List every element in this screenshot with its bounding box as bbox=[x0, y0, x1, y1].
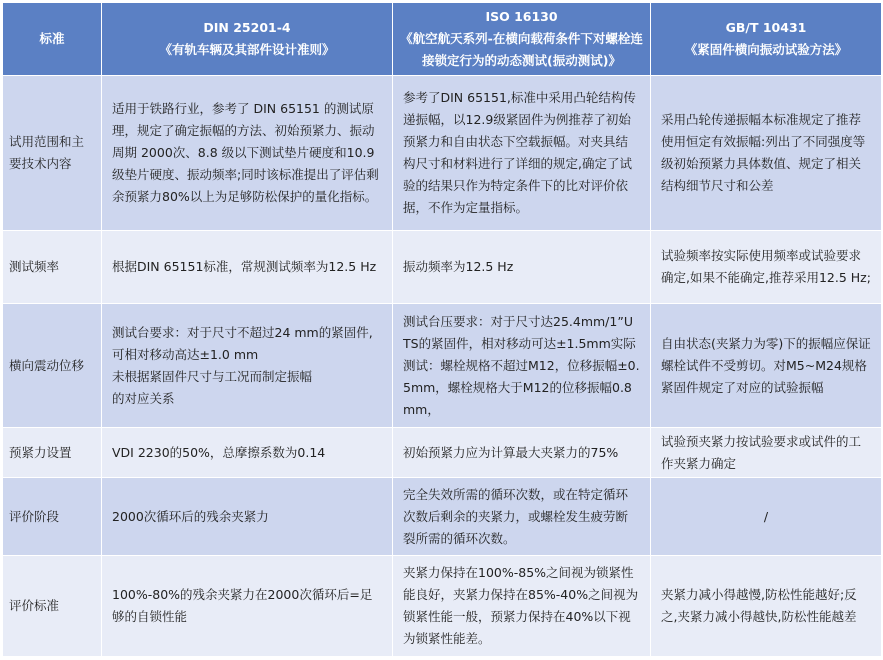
cell-iso-eval-criteria: 夹紧力保持在100%-85%之间视为锁紧性能良好，夹紧力保持在85%-40%之间视为锁紧性能一般，预紧力保持在40%以下视为锁紧性能差。 bbox=[393, 556, 651, 657]
cell-iso-displacement: 测试台压要求：对于尺寸达25.4mm/1”UTS的紧固件，相对移动可达±1.5mm实际测试：螺栓规格不超过M12，位移振幅±0.5mm，螺栓规格大于M12的位移振幅0.8mm， bbox=[393, 304, 651, 428]
cell-gb-frequency: 试验频率按实际使用频率或试验要求确定,如果不能确定,推荐采用12.5 Hz; bbox=[651, 231, 882, 304]
header-gb-subtitle: 《紧固件横向振动试验方法》 bbox=[684, 42, 848, 57]
cell-gb-preload: 试验预夹紧力按试验要求或试件的工作夹紧力确定 bbox=[651, 428, 882, 478]
cell-din-displacement-line: 的对应关系 bbox=[112, 390, 175, 406]
row-label-eval-stage: 评价阶段 bbox=[3, 478, 102, 556]
cell-gb-eval-criteria: 夹紧力减小得越慢,防松性能越好;反之,夹紧力减小得越快,防松性能越差 bbox=[651, 556, 882, 657]
cell-gb-scope: 采用凸轮传递振幅本标准规定了推荐使用恒定有效振幅:列出了不同强度等级初始预紧力具体数值、规定了相关结构细节尺寸和公差 bbox=[651, 76, 882, 231]
header-din bbox=[102, 3, 393, 76]
table-row bbox=[3, 556, 882, 657]
row-label-displacement: 横向震动位移 bbox=[3, 304, 102, 428]
row-label-scope: 试用范围和主要技术内容 bbox=[3, 76, 102, 231]
header-gb bbox=[651, 3, 882, 76]
header-row bbox=[3, 3, 882, 76]
cell-iso-eval-stage: 完全失效所需的循环次数，或在特定循环次数后剩余的夹紧力，或螺栓发生疲劳断裂所需的循环次数。 bbox=[393, 478, 651, 556]
cell-iso-preload: 初始预紧力应为计算最大夹紧力的75% bbox=[393, 428, 651, 478]
table-row bbox=[3, 304, 882, 428]
cell-din-preload: VDI 2230的50%，总摩擦系数为0.14 bbox=[102, 428, 393, 478]
cell-gb-eval-stage: / bbox=[651, 478, 882, 556]
table-row bbox=[3, 231, 882, 304]
cell-din-displacement-line: 测试台要求：对于尺寸不超过24 mm的紧固件, bbox=[112, 324, 373, 340]
header-standard-label: 标准 bbox=[3, 3, 102, 76]
header-iso-title: ISO 16130 bbox=[485, 9, 558, 24]
cell-gb-displacement: 自由状态(夹紧力为零)下的振幅应保证螺栓试件不受剪切。对M5~M24规格紧固件规定了对应的试验振幅 bbox=[651, 304, 882, 428]
cell-din-eval-stage: 2000次循环后的残余夹紧力 bbox=[102, 478, 393, 556]
header-gb-title: GB/T 10431 bbox=[725, 20, 807, 35]
cell-din-scope: 适用于铁路行业，参考了 DIN 65151 的测试原理，规定了确定振幅的方法、初始预紧力、振动周期 2000次、8.8 级以下测试垫片硬度和10.9级垫片硬度、振动频率;同时该标准提出了评估剩余预紧力80%以上为足够防松保护的量化指标。 bbox=[102, 76, 393, 231]
table-row bbox=[3, 428, 882, 478]
header-din-subtitle: 《有轨车辆及其部件设计准则》 bbox=[159, 42, 335, 57]
standards-comparison-table bbox=[2, 2, 882, 657]
header-iso-subtitle: 《航空航天系列-在横向载荷条件下对螺栓连接锁定行为的动态测试(振动测试)》 bbox=[400, 31, 643, 68]
header-din-title: DIN 25201-4 bbox=[203, 20, 291, 35]
cell-iso-frequency: 振动频率为12.5 Hz bbox=[393, 231, 651, 304]
cell-din-displacement-line: 可相对移动高达±1.0 mm bbox=[112, 346, 259, 362]
cell-din-displacement bbox=[102, 304, 393, 428]
row-label-frequency: 测试频率 bbox=[3, 231, 102, 304]
cell-iso-scope: 参考了DIN 65151,标准中采用凸轮结构传递振幅，以12.9级紧固件为例推荐了初始预紧力和自由状态下空载振幅。对夹具结构尺寸和材料进行了详细的规定,确定了试验的结果只作为特定条件下的比对评价依据，不作为定量指标。 bbox=[393, 76, 651, 231]
table-row bbox=[3, 76, 882, 231]
cell-din-frequency: 根据DIN 65151标准，常规测试频率为12.5 Hz bbox=[102, 231, 393, 304]
cell-din-eval-criteria: 100%-80%的残余夹紧力在2000次循环后=足够的自锁性能 bbox=[102, 556, 393, 657]
row-label-eval-criteria: 评价标准 bbox=[3, 556, 102, 657]
table-row bbox=[3, 478, 882, 556]
cell-din-displacement-line: 未根据紧固件尺寸与工况而制定振幅 bbox=[112, 368, 313, 384]
row-label-preload: 预紧力设置 bbox=[3, 428, 102, 478]
header-iso bbox=[393, 3, 651, 76]
